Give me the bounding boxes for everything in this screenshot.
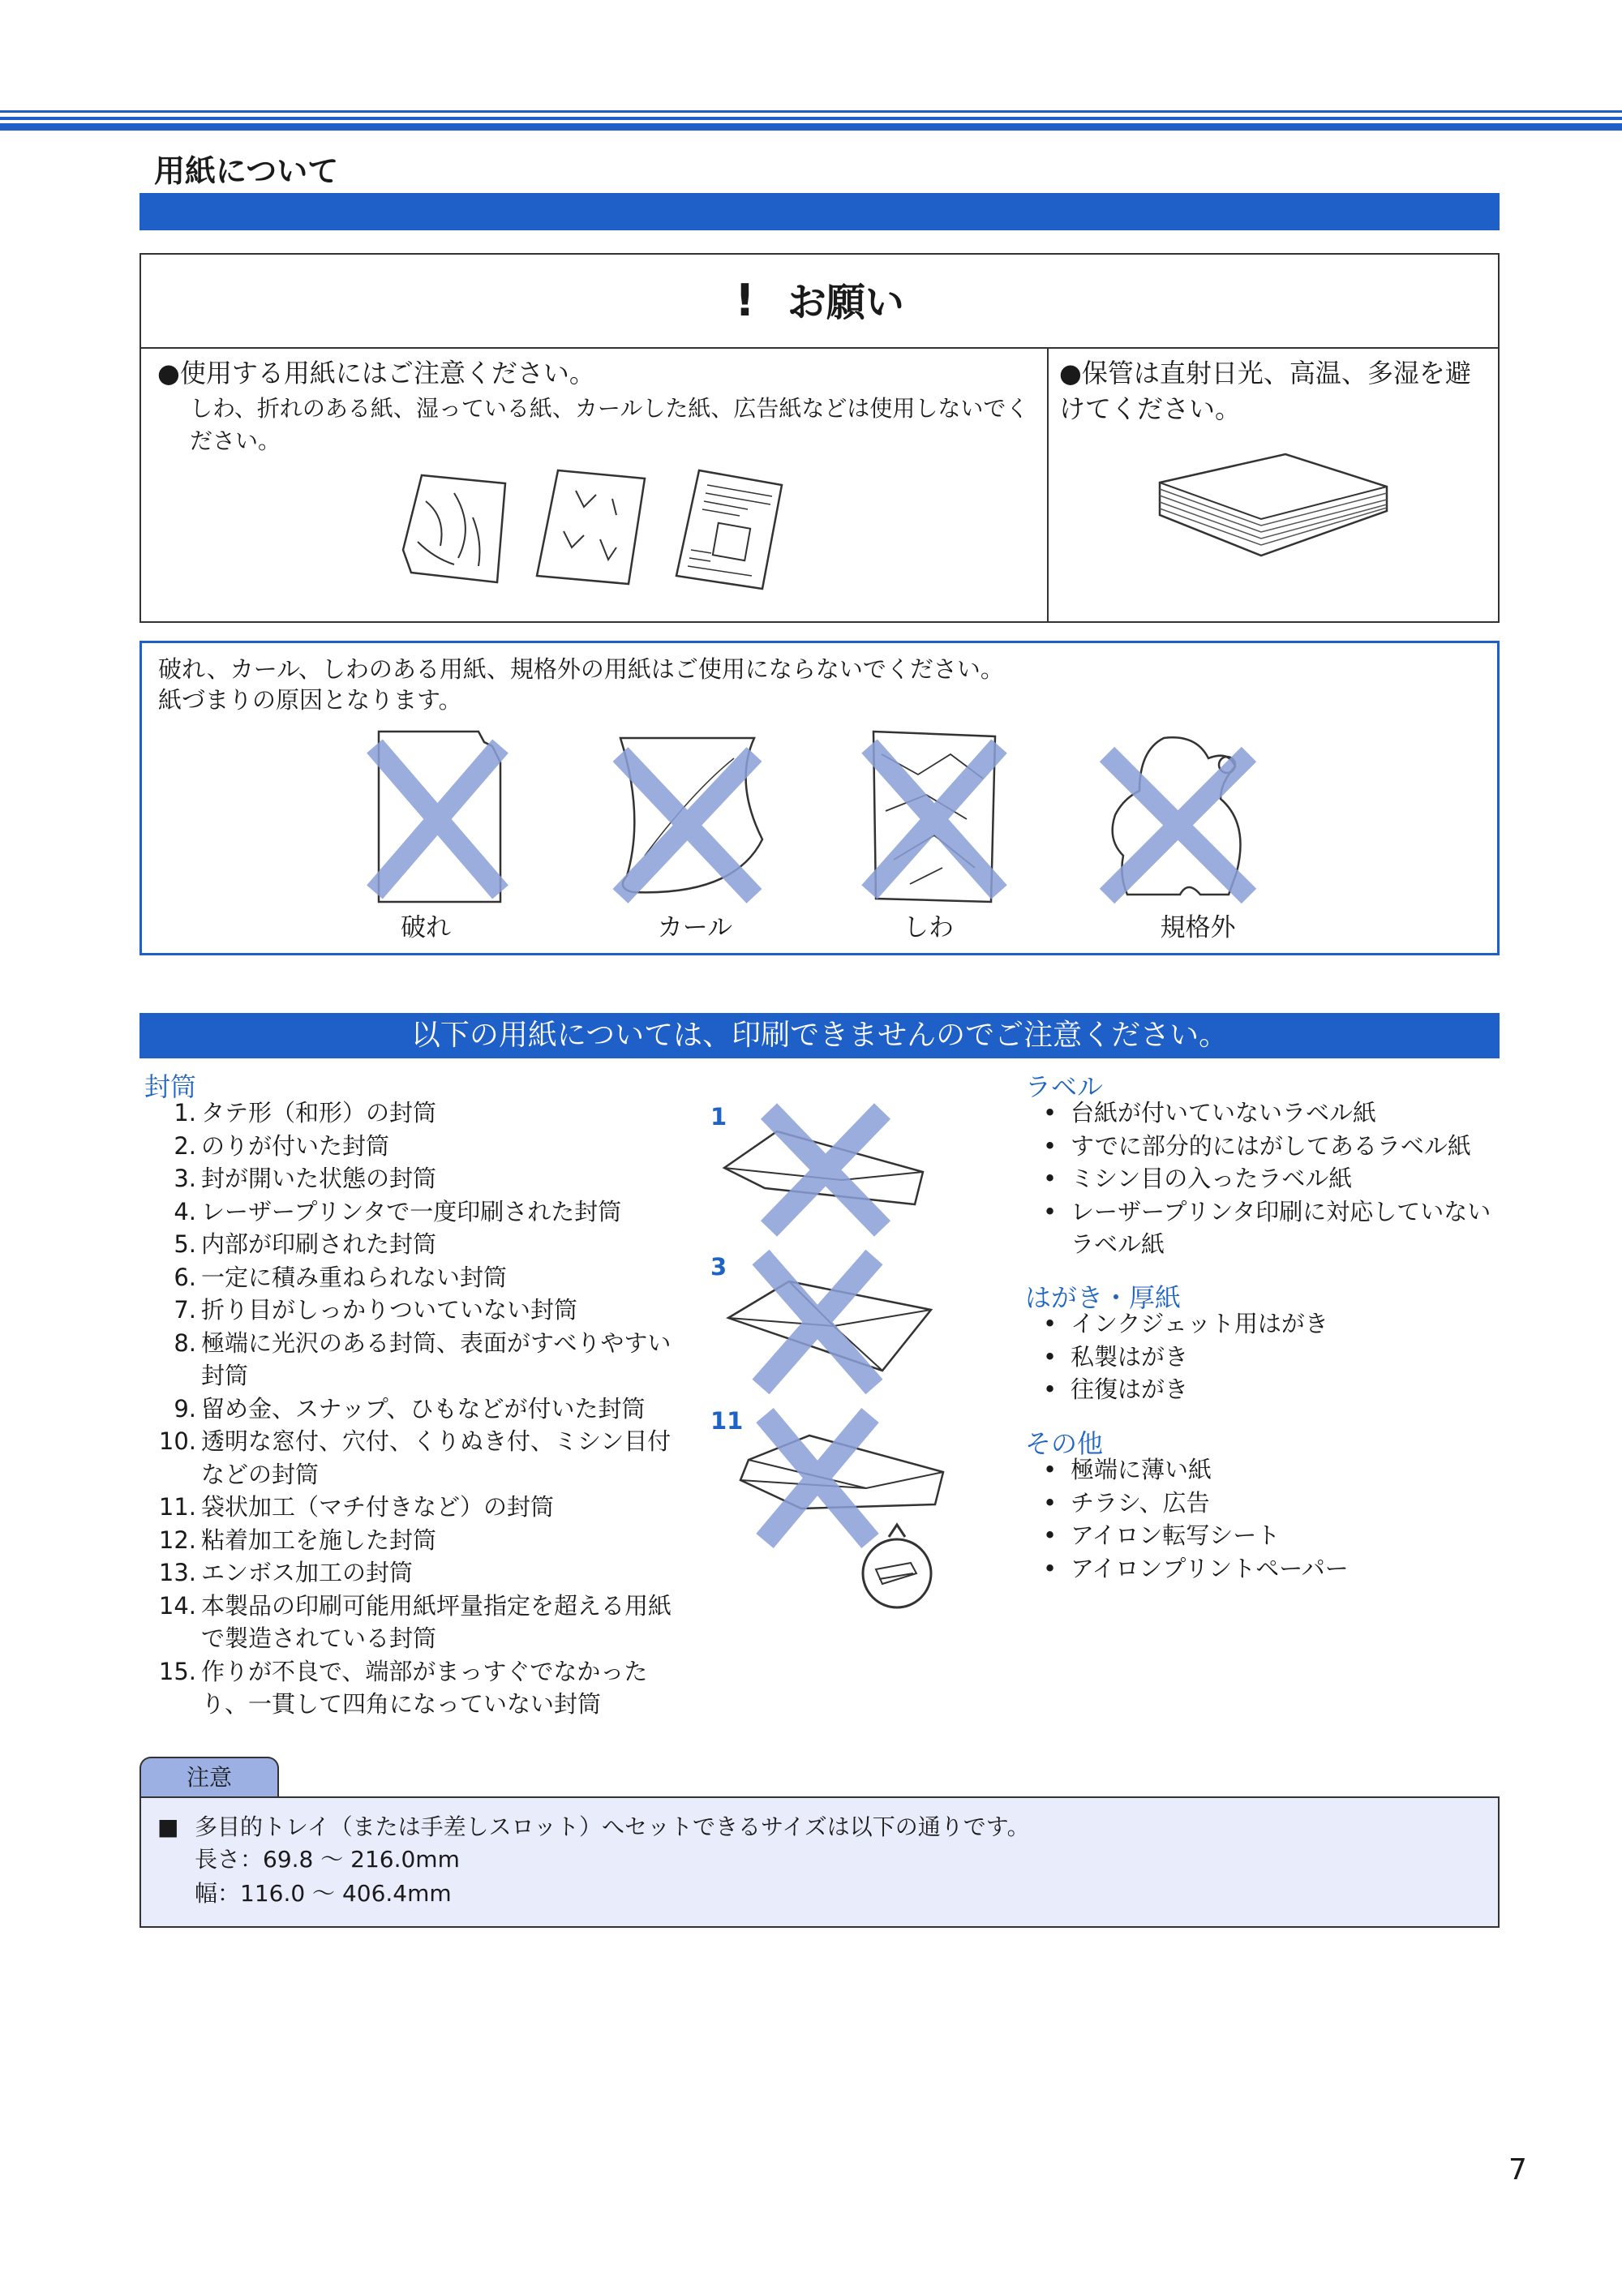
list-item-text: ミシン目の入ったラベル紙 bbox=[1071, 1165, 1353, 1192]
onegai-box bbox=[139, 253, 1500, 623]
list-item-number: 11. bbox=[158, 1493, 196, 1521]
list-item-text: すでに部分的にはがしてあるラベル紙 bbox=[1071, 1131, 1471, 1160]
list-item bbox=[144, 1425, 686, 1491]
note-line-3: 幅：116.0 〜 406.4mm bbox=[195, 1880, 452, 1907]
creased-paper-icon bbox=[535, 466, 649, 588]
bullet-icon: • bbox=[1043, 1521, 1058, 1549]
header-stripe-mid bbox=[0, 117, 1622, 120]
onegai-left-heading: ●使用する用紙にはご注意ください。 bbox=[157, 358, 595, 388]
list-item-number: 4. bbox=[174, 1197, 196, 1225]
list-item bbox=[1025, 1195, 1512, 1261]
figure-label-1: 1 bbox=[710, 1103, 727, 1131]
irregular-paper-icon bbox=[1107, 734, 1249, 900]
note-tab bbox=[139, 1757, 279, 1797]
bullet-icon: • bbox=[1043, 1131, 1058, 1160]
list-item bbox=[144, 1393, 686, 1426]
exclamation-icon: ! bbox=[735, 275, 755, 326]
bullet-icon: • bbox=[1043, 1165, 1058, 1192]
bullet-icon: • bbox=[1043, 1197, 1058, 1225]
list-item bbox=[144, 1590, 686, 1655]
list-item-text: 折り目がしっかりついていない封筒 bbox=[201, 1296, 578, 1324]
onegai-title: お願い bbox=[787, 280, 904, 325]
list-item bbox=[1025, 1341, 1512, 1374]
list-item-text: 内部が印刷された封筒 bbox=[201, 1230, 437, 1258]
list-item-number: 2. bbox=[174, 1131, 196, 1160]
bullet-icon: • bbox=[1043, 1099, 1058, 1127]
other-list bbox=[1025, 1453, 1512, 1585]
list-item bbox=[1025, 1130, 1512, 1163]
list-item-number: 8. bbox=[174, 1328, 196, 1357]
list-item-text: レーザープリンタで一度印刷された封筒 bbox=[201, 1197, 622, 1225]
figure-label-3: 3 bbox=[710, 1253, 727, 1281]
page-number: 7 bbox=[1508, 2153, 1527, 2187]
list-item-number: 6. bbox=[174, 1263, 196, 1291]
list-item bbox=[144, 1195, 686, 1229]
bullet-icon: • bbox=[1043, 1310, 1058, 1337]
page-title: 用紙について bbox=[154, 153, 339, 189]
list-item-number: 14. bbox=[158, 1591, 196, 1620]
title-underline-bar bbox=[139, 193, 1500, 230]
list-item-text: レーザープリンタ印刷に対応していないラベル紙 bbox=[1071, 1197, 1491, 1258]
caption-wrinkle: しわ bbox=[903, 913, 954, 942]
note-tab-label: 注意 bbox=[186, 1764, 232, 1791]
list-item-text: インクジェット用はがき bbox=[1071, 1310, 1328, 1337]
list-item bbox=[1025, 1487, 1512, 1520]
list-item bbox=[1025, 1097, 1512, 1130]
list-item bbox=[1025, 1519, 1512, 1552]
list-item-text: 透明な窓付、穴付、くりぬき付、ミシン目付などの封筒 bbox=[201, 1427, 672, 1488]
list-item-text: 留め金、スナップ、ひもなどが付いた封筒 bbox=[201, 1394, 646, 1423]
wrinkled-paper-icon bbox=[401, 469, 515, 590]
list-item-text: エンボス加工の封筒 bbox=[201, 1559, 414, 1586]
onegai-divider bbox=[1047, 347, 1049, 621]
header-stripe-thin bbox=[0, 110, 1622, 113]
header-stripe-thick bbox=[0, 123, 1622, 131]
list-item-text: 封が開いた状態の封筒 bbox=[201, 1165, 437, 1192]
list-item-number: 10. bbox=[158, 1427, 196, 1455]
list-item-number: 5. bbox=[174, 1230, 196, 1258]
note-bullet-icon: ■ bbox=[157, 1813, 179, 1840]
list-item-text: 本製品の印刷可能用紙坪量指定を超える用紙で製造されている封筒 bbox=[201, 1591, 672, 1652]
paper-stack-icon bbox=[1156, 454, 1391, 560]
list-item-text: 一定に積み重ねられない封筒 bbox=[201, 1263, 508, 1291]
envelope-figure-3 bbox=[720, 1253, 939, 1391]
note-box bbox=[139, 1796, 1500, 1928]
list-item bbox=[144, 1261, 686, 1294]
onegai-right-heading: ●保管は直射日光、高温、多湿を避けてください。 bbox=[1059, 358, 1471, 424]
bullet-icon: • bbox=[1043, 1554, 1058, 1582]
list-item bbox=[144, 1524, 686, 1557]
list-item-text: のりが付いた封筒 bbox=[201, 1131, 390, 1160]
list-item bbox=[1025, 1307, 1512, 1341]
list-item bbox=[144, 1556, 686, 1590]
list-item bbox=[1025, 1552, 1512, 1586]
note-line-1: 多目的トレイ（または手差しスロット）へセットできるサイズは以下の通りです。 bbox=[195, 1813, 1030, 1840]
list-item-text: 極端に光沢のある封筒、表面がすべりやすい封筒 bbox=[201, 1328, 672, 1389]
warning-line-2: 紙づまりの原因となります。 bbox=[158, 686, 462, 714]
onegai-header bbox=[141, 255, 1498, 349]
envelope-list bbox=[144, 1097, 686, 1721]
list-item bbox=[144, 1097, 686, 1130]
envelope-heading: 封筒 bbox=[144, 1071, 197, 1102]
label-heading: ラベル bbox=[1025, 1071, 1104, 1102]
list-item bbox=[1025, 1453, 1512, 1487]
list-item bbox=[1025, 1373, 1512, 1406]
onegai-left-body: しわ、折れのある紙、湿っている紙、カールした紙、広告紙などは使用しないでください。 bbox=[190, 395, 1029, 454]
figure-label-11: 11 bbox=[710, 1407, 744, 1435]
unprintable-banner-text: 以下の用紙については、印刷できませんのでご注意ください。 bbox=[410, 1019, 1229, 1052]
list-item bbox=[144, 1327, 686, 1393]
list-item-text: アイロンプリントペーパー bbox=[1071, 1554, 1349, 1582]
list-item bbox=[144, 1491, 686, 1524]
note-line-2: 長さ：69.8 〜 216.0mm bbox=[195, 1846, 460, 1873]
bullet-icon: • bbox=[1043, 1375, 1058, 1403]
list-item-text: 往復はがき bbox=[1071, 1375, 1189, 1403]
label-list bbox=[1025, 1097, 1512, 1261]
list-item bbox=[144, 1162, 686, 1195]
list-item-number: 15. bbox=[158, 1657, 196, 1685]
envelope-figure-11 bbox=[720, 1407, 947, 1618]
list-item-text: 私製はがき bbox=[1071, 1342, 1189, 1371]
postcard-list bbox=[1025, 1307, 1512, 1406]
bullet-icon: • bbox=[1043, 1488, 1058, 1517]
list-item-number: 13. bbox=[158, 1559, 196, 1586]
list-item-number: 7. bbox=[174, 1296, 196, 1324]
unprintable-banner bbox=[139, 1013, 1500, 1058]
postcard-heading: はがき・厚紙 bbox=[1025, 1282, 1182, 1313]
caption-torn: 破れ bbox=[401, 913, 451, 942]
flyer-paper-icon bbox=[675, 469, 784, 590]
list-item bbox=[144, 1655, 686, 1721]
other-heading: その他 bbox=[1025, 1428, 1104, 1459]
list-item-number: 1. bbox=[174, 1099, 196, 1127]
list-item bbox=[144, 1130, 686, 1163]
list-item-text: 台紙が付いていないラベル紙 bbox=[1071, 1099, 1377, 1127]
list-item-number: 12. bbox=[158, 1526, 196, 1554]
crumpled-paper-icon bbox=[869, 730, 999, 904]
list-item bbox=[144, 1294, 686, 1327]
list-item-text: チラシ、広告 bbox=[1071, 1488, 1210, 1517]
list-item-number: 9. bbox=[174, 1394, 196, 1423]
caption-curl: カール bbox=[657, 913, 733, 942]
list-item-text: 袋状加工（マチ付きなど）の封筒 bbox=[201, 1493, 555, 1521]
caption-nonstandard: 規格外 bbox=[1160, 913, 1236, 942]
list-item-number: 3. bbox=[174, 1165, 196, 1192]
warning-line-1: 破れ、カール、しわのある用紙、規格外の用紙はご使用にならないでください。 bbox=[158, 655, 1004, 683]
list-item-text: タテ形（和形）の封筒 bbox=[201, 1099, 437, 1127]
list-item-text: 粘着加工を施した封筒 bbox=[201, 1526, 437, 1554]
bullet-icon: • bbox=[1043, 1342, 1058, 1371]
list-item-text: アイロン転写シート bbox=[1071, 1521, 1281, 1549]
envelope-figure-1 bbox=[720, 1099, 939, 1233]
list-item bbox=[144, 1228, 686, 1261]
torn-paper-icon bbox=[375, 730, 504, 904]
list-item-text: 極端に薄い紙 bbox=[1071, 1456, 1212, 1483]
list-item-text: 作りが不良で、端部がまっすぐでなかったり、一貫して四角になっていない封筒 bbox=[201, 1657, 648, 1718]
list-item bbox=[1025, 1162, 1512, 1195]
bullet-icon: • bbox=[1043, 1456, 1058, 1483]
curled-paper-icon bbox=[612, 734, 766, 904]
